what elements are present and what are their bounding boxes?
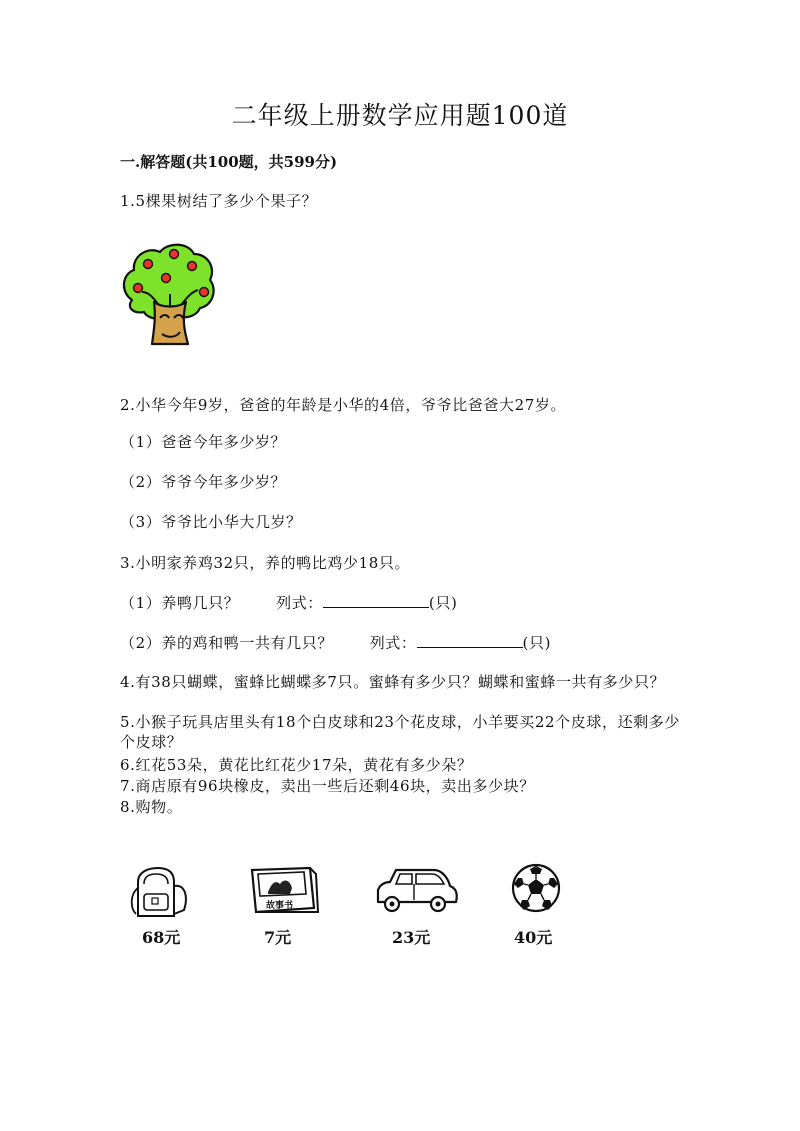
storybook-icon (246, 864, 318, 916)
backpack-price: 68元 (142, 928, 181, 947)
storybook-price: 7元 (264, 928, 292, 947)
sub-2-formula-label: 列式： (369, 634, 417, 652)
soccer-ball-icon (510, 862, 562, 914)
question-3-sub-2 (120, 632, 551, 653)
section-heading: 一.解答题(共100题，共599分) (120, 153, 338, 171)
sub-1-formula-label: 列式： (276, 594, 323, 612)
sub-1-question: （1）养鸭几只？ (120, 594, 240, 612)
fruit-tree-icon (118, 240, 218, 352)
sub-2-question: （2）养的鸡和鸭一共有几只？ (120, 634, 333, 652)
question-4: 4.有38只蝴蝶，蜜蜂比蝴蝶多7只。蜜蜂有多少只？蝴蝶和蜜蜂一共有多少只？ (120, 673, 666, 691)
sub-1-unit: (只) (428, 594, 458, 612)
sub-2-unit: (只) (522, 634, 552, 652)
question-3-sub-1 (120, 592, 457, 613)
question-6: 6.红花53朵，黄花比红花少17朵，黄花有多少朵？ (120, 756, 473, 774)
page-title: 二年级上册数学应用题100道 (231, 101, 569, 130)
question-7: 7.商店原有96块橡皮，卖出一些后还剩46块，卖出多少块？ (120, 777, 535, 795)
question-2-sub-2: （2）爷爷今年多少岁？ (120, 473, 287, 491)
question-2: 2.小华今年9岁，爸爸的年龄是小华的4倍，爷爷比爸爸大27岁。 (120, 396, 567, 414)
storybook-label: 故事书 (266, 901, 294, 911)
sub-1-answer-blank[interactable] (323, 595, 429, 608)
question-3: 3.小明家养鸡32只，养的鸭比鸡少18只。 (120, 554, 411, 572)
question-2-sub-3: （3）爷爷比小华大几岁？ (120, 513, 302, 531)
sub-2-answer-blank[interactable] (417, 635, 523, 648)
soccer-ball-price: 40元 (514, 928, 553, 947)
question-5: 5.小猴子玩具店里头有18个白皮球和23个花皮球，小羊要买22个皮球，还剩多少个皮球？ (120, 713, 680, 751)
backpack-icon (128, 864, 192, 922)
question-1: 1.5棵果树结了多少个果子？ (120, 192, 318, 210)
question-2-sub-1: （1）爸爸今年多少岁？ (120, 433, 287, 451)
car-icon (372, 864, 460, 916)
car-price: 23元 (392, 928, 431, 947)
question-8: 8.购物。 (120, 798, 183, 816)
